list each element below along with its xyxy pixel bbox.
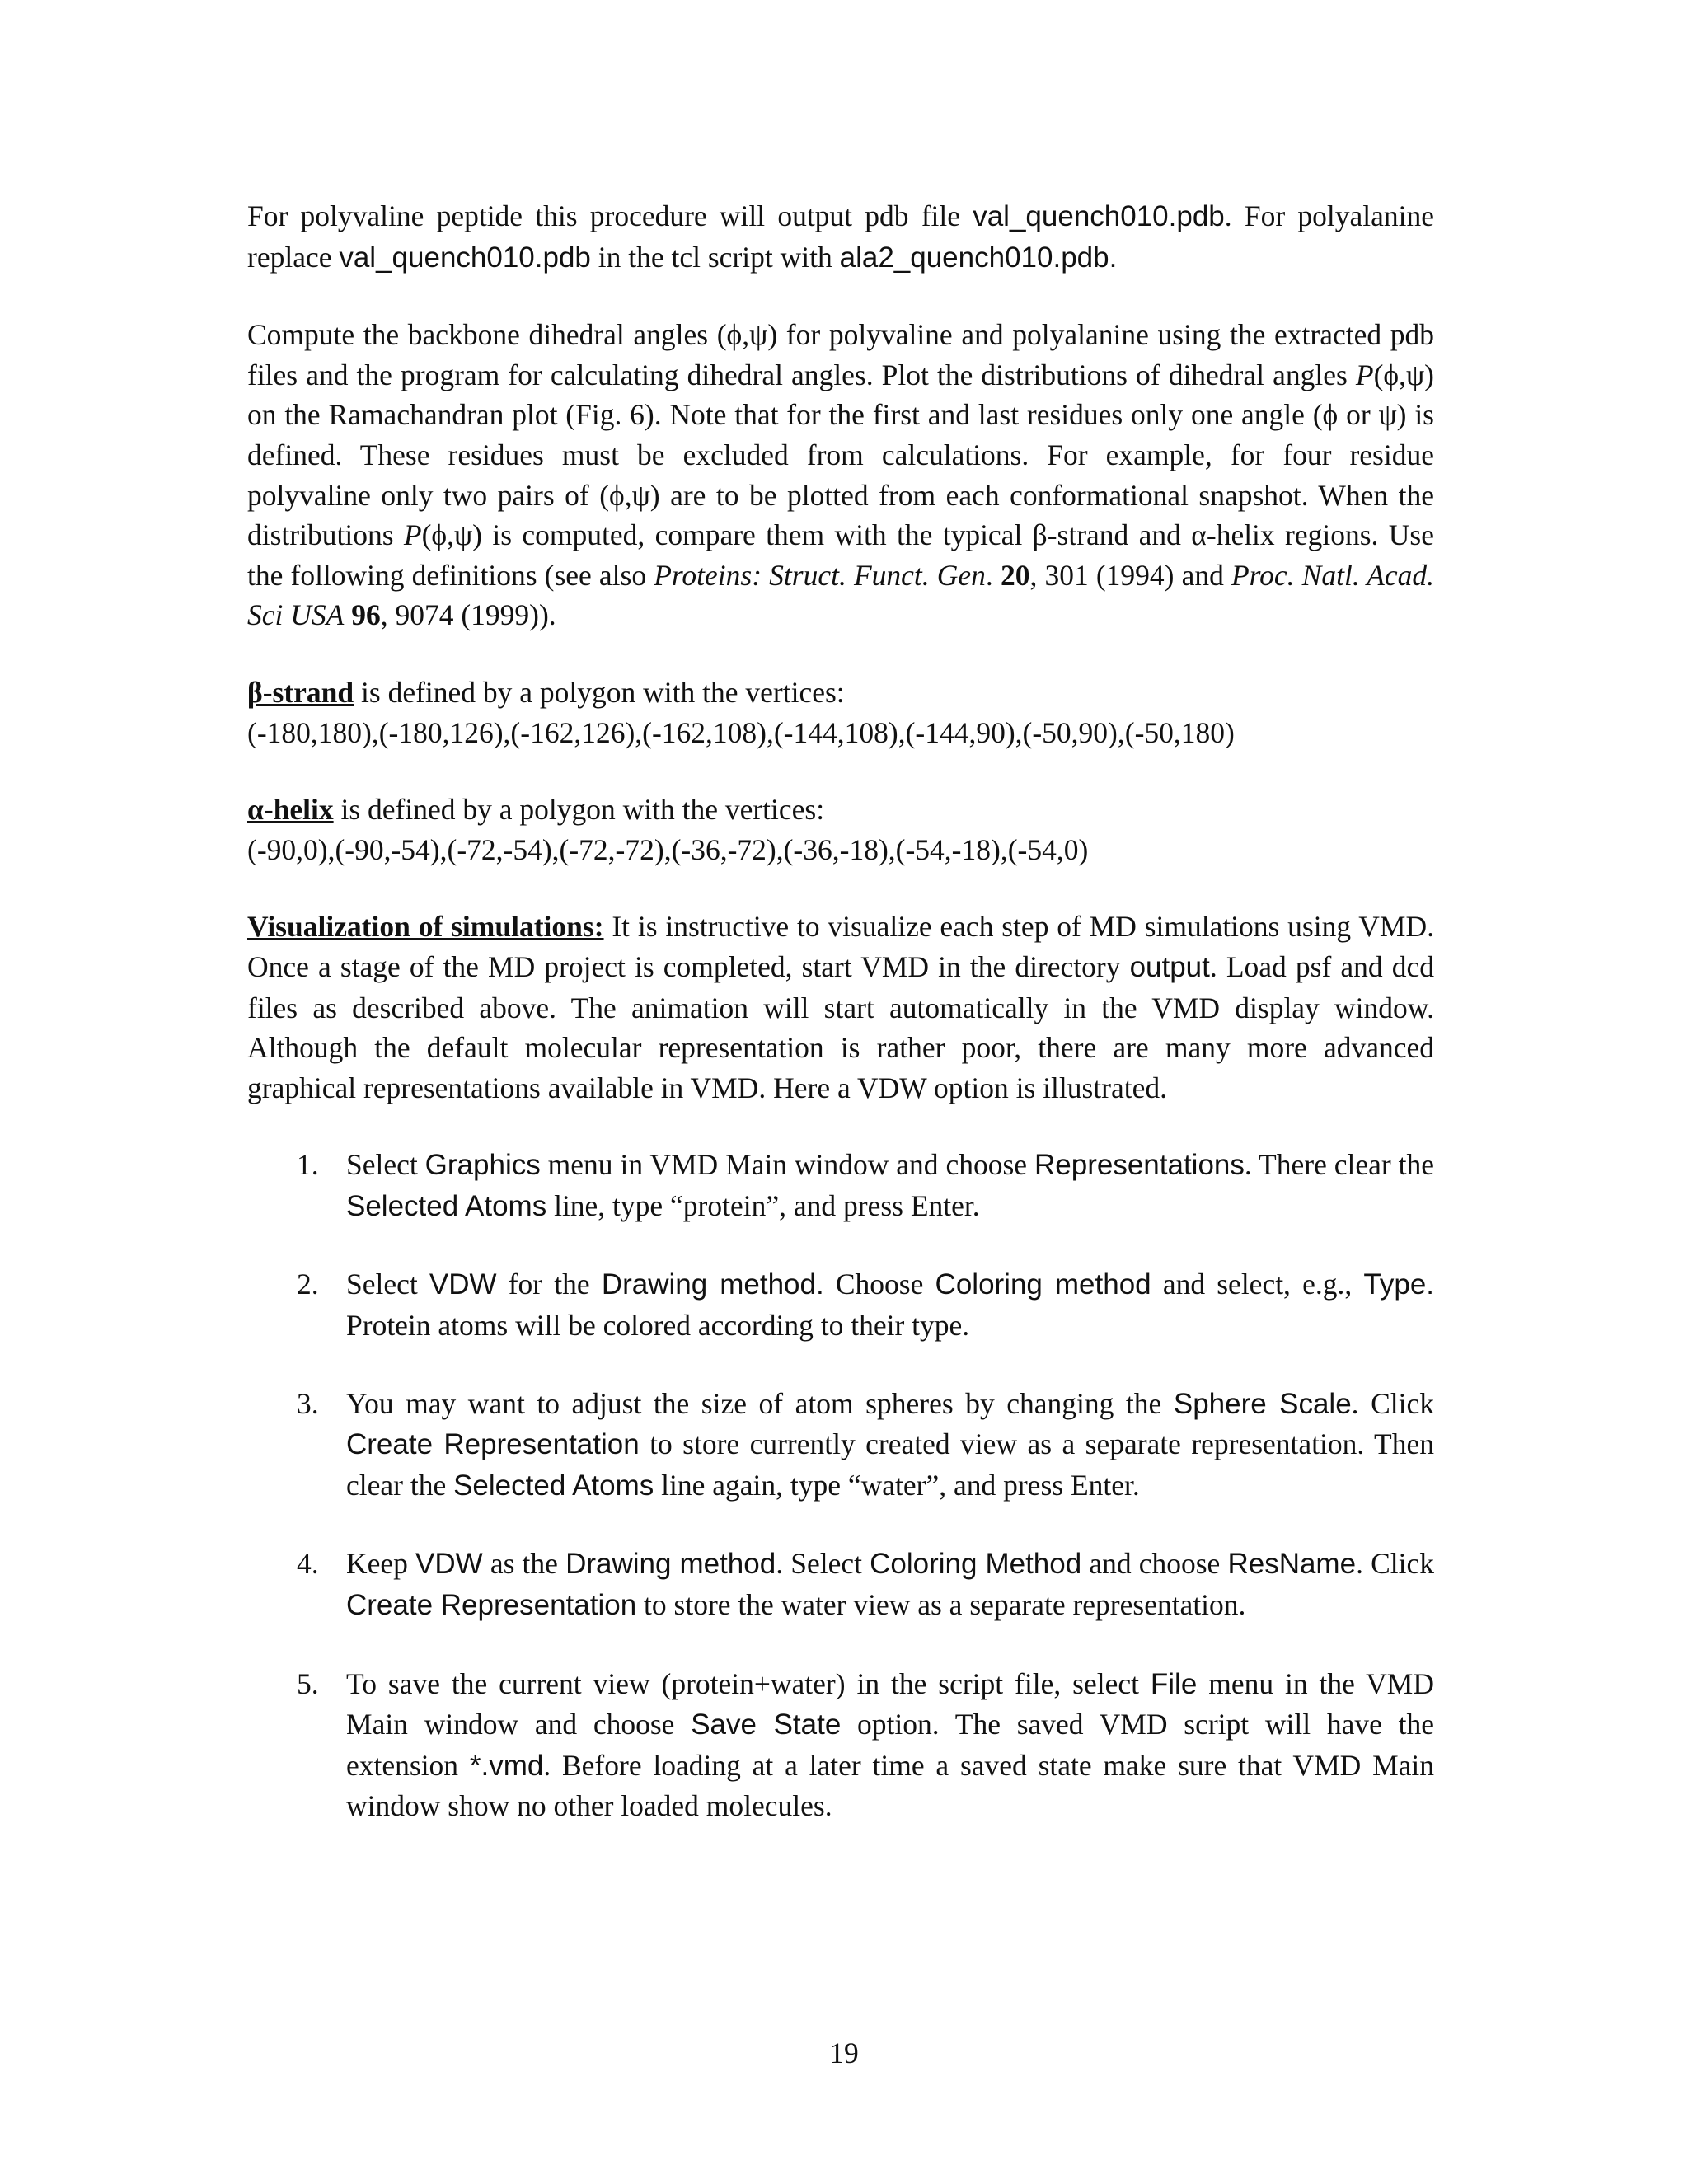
alpha-helix-vertices: (-90,0),(-90,-54),(-72,-54),(-72,-72),(-36,-72),(-36,-18),(-54,-18),(-54,0) [247,832,1089,866]
file-name: val_quench010.pdb [973,200,1225,232]
text: to store the water view as a separate representation. [636,1588,1246,1622]
list-item [247,1145,1434,1226]
page-number: 19 [829,2036,859,2069]
beta-strand-term: β-strand [247,675,354,709]
text: . Load psf and dcd files as described above. The animation will start automatically in the VMD display window. Although the default molecular representation is rather poor, there are many more advanced graphical representations available in VMD. Here a VDW option is illustrated. [247,949,1434,1104]
text: in the tcl script with [590,240,840,274]
text: is defined by a polygon with the vertices: [333,793,825,827]
alpha-helix-definition [247,790,1434,869]
italic-p: P [403,518,422,552]
text: . Click [1356,1547,1434,1581]
journal-name: Proc. Natl. Acad. Sci USA [247,558,1434,632]
ui-term: Create Representation [346,1589,637,1622]
ui-term: Save State [691,1708,842,1741]
ui-term: ResName [1227,1548,1357,1581]
ui-term: *.vmd [469,1749,544,1782]
text: . Before loading at a later time a saved state make sure that VMD Main window show no other loaded molecules. [346,1748,1434,1823]
list-item [247,1664,1434,1826]
text: Select [346,1148,425,1182]
text: Compute the backbone dihedral angles (ϕ,ψ) for polyvaline and polyalanine using the extracted pdb files and the program for calculating dihedral angles. Plot the distributions of dihedral angles [247,318,1434,391]
volume-number: 96 [351,598,381,632]
text: . Click [1351,1386,1434,1420]
paragraph-output-file [247,196,1434,278]
ui-term: VDW [429,1268,497,1301]
list-item [247,1544,1434,1625]
text: Select [346,1268,429,1301]
text: You may want to adjust the size of atom spheres by changing the [346,1386,1174,1420]
ui-term: Drawing method. [601,1268,824,1301]
italic-p: P [1355,358,1374,391]
text: menu in the VMD Main window and choose [346,1666,1435,1741]
list-number: 3. [297,1386,319,1420]
text: menu in VMD Main window and choose [540,1148,1034,1182]
visualization-heading: Visualization of simulations: [247,910,604,944]
text: for the [496,1268,602,1301]
beta-strand-definition [247,673,1434,752]
file-name: ala2_quench010.pdb. [839,241,1118,274]
file-name: val_quench010.pdb [339,241,591,274]
ui-term: Coloring method [935,1268,1151,1301]
text [344,598,351,631]
ui-term: Selected Atoms [453,1469,654,1502]
text: . For polyalanine replace [247,199,1434,274]
text: (ϕ,ψ) on the Ramachandran plot (Fig. 6). Note that for the first and last residues only one angle (ϕ or ψ) is defined. These residues must be excluded from calculations. For example, for four residue polyvaline only two pairs of (ϕ,ψ) are to be plotted from each conformational snapshot. When the distributions [247,358,1435,552]
paragraph-dihedral-angles [247,315,1434,635]
ui-term: VDW [415,1548,483,1581]
ui-term: File [1150,1667,1198,1700]
volume-number: 20 [1000,558,1030,592]
journal-name: Proteins: Struct. Funct. Gen [654,558,986,592]
list-number: 2. [297,1268,319,1301]
ui-term: Type. [1363,1268,1435,1301]
ui-term: Create Representation [346,1428,640,1461]
text: . Select [776,1547,870,1581]
text: and select, e.g., [1151,1268,1364,1301]
directory-name: output [1129,950,1210,983]
ui-term: Graphics [424,1149,541,1182]
text: , 301 (1994) and [1029,558,1231,592]
list-item [247,1384,1434,1507]
text: as the [482,1547,566,1581]
steps-list [247,1145,1434,1826]
list-item [247,1264,1434,1345]
text: (ϕ,ψ) is computed, compare them with the typical β-strand and α-helix regions. Use the following definitions (see also [247,518,1434,592]
list-number: 4. [297,1547,319,1581]
text: is defined by a polygon with the vertices: [354,675,845,709]
text: . [985,558,1001,592]
text: line again, type “water”, and press Enter. [654,1468,1140,1502]
list-number: 5. [297,1666,319,1700]
text: For polyvaline peptide this procedure will output pdb file [247,199,973,232]
ui-term: Coloring Method [870,1548,1082,1581]
page-content [247,196,1434,1826]
text: to store currently created view as a separate representation. Then clear the [346,1427,1434,1502]
alpha-helix-term: α-helix [247,793,334,827]
text: It is instructive to visualize each step of MD simulations using VMD. Once a stage of the MD project is completed, start VMD in the directory [247,910,1434,983]
text: Protein atoms will be colored according to their type. [346,1309,970,1343]
paragraph-visualization [247,907,1434,1108]
beta-strand-vertices: (-180,180),(-180,126),(-162,126),(-162,108),(-144,108),(-144,90),(-50,90),(-50,180) [247,715,1235,749]
text: , 9074 (1999)). [380,598,556,632]
text: Choose [823,1268,935,1301]
text: To save the current view (protein+water) in the script file, select [346,1666,1151,1700]
ui-term: Selected Atoms [346,1189,547,1222]
text: and choose [1081,1547,1228,1581]
ui-term: Drawing method [565,1548,776,1581]
text: option. The saved VMD script will have the extension [346,1708,1434,1782]
text: line, type “protein”, and press Enter. [546,1188,980,1222]
ui-term: Representations [1034,1149,1245,1182]
text: . There clear the [1244,1148,1434,1182]
text: Keep [346,1547,416,1581]
list-number: 1. [297,1148,319,1182]
ui-term: Sphere Scale [1173,1387,1352,1420]
